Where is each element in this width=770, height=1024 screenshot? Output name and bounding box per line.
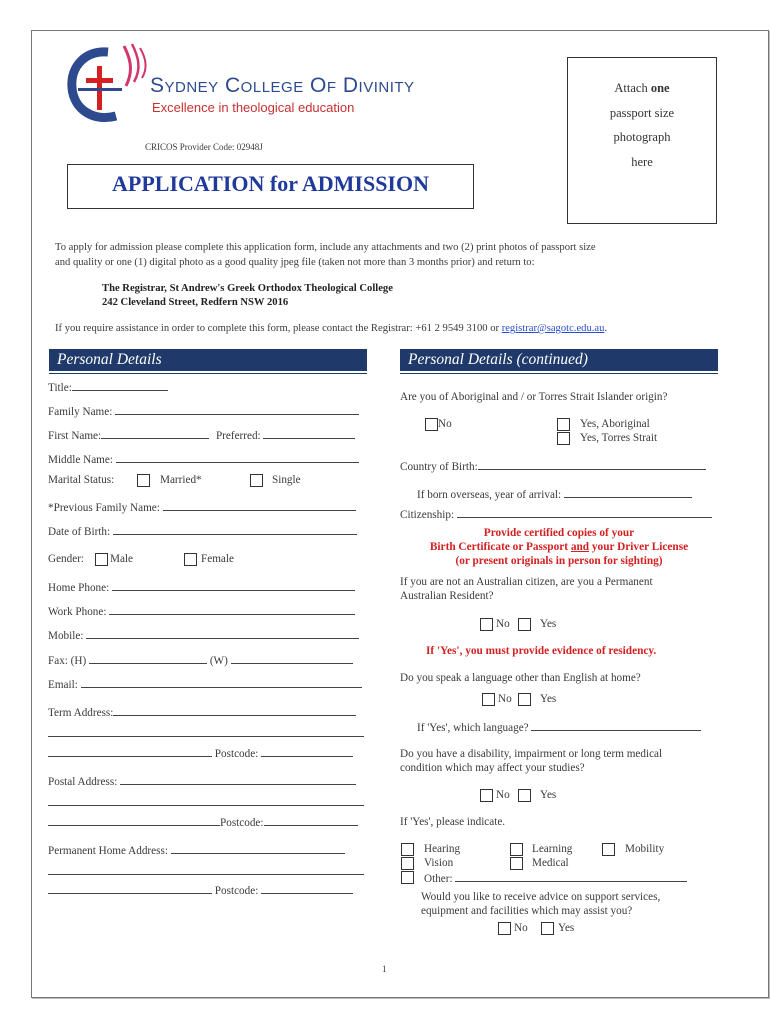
title-input[interactable] xyxy=(72,380,168,391)
other-field xyxy=(424,871,687,885)
resident-question-2: Australian Resident? xyxy=(400,590,494,602)
email-field xyxy=(48,677,362,691)
personal-details-header: Personal Details xyxy=(49,349,367,371)
which-language-field xyxy=(417,720,701,734)
certified-copies-note-1: Provide certified copies of your xyxy=(483,527,635,539)
citizenship-input[interactable] xyxy=(457,507,712,518)
resident-no-label: No xyxy=(496,618,510,630)
photo-one-text: one xyxy=(650,81,670,95)
male-checkbox[interactable] xyxy=(95,553,108,566)
term-postcode-row xyxy=(48,746,353,760)
married-label: Married* xyxy=(160,474,202,486)
female-checkbox[interactable] xyxy=(184,553,197,566)
permanent-address-input-2[interactable] xyxy=(48,874,364,875)
work-phone-field xyxy=(48,604,355,618)
aboriginal-yes-checkbox[interactable] xyxy=(557,418,570,431)
permanent-postcode-input[interactable] xyxy=(261,883,353,894)
resident-yes-label: Yes xyxy=(540,618,557,630)
home-phone-label: Home Phone: xyxy=(48,582,110,594)
family-name-input[interactable] xyxy=(115,404,359,415)
fax-field xyxy=(48,653,353,667)
other-label: Other: xyxy=(424,873,453,885)
certified-copies-documents: Birth Certificate or Passport xyxy=(429,541,569,553)
support-yes-checkbox[interactable] xyxy=(541,922,554,935)
medical-label: Medical xyxy=(532,857,569,869)
mobile-field xyxy=(48,628,359,642)
certified-copies-note-3: (or present originals in person for sighting) xyxy=(455,555,663,567)
disability-yes-checkbox[interactable] xyxy=(518,789,531,802)
disability-no-label: No xyxy=(496,789,510,801)
married-checkbox[interactable] xyxy=(137,474,150,487)
postal-address-field xyxy=(48,774,356,788)
term-address-label: Term Address: xyxy=(48,707,114,719)
dob-field xyxy=(48,524,357,538)
fax-home-label: Fax: (H) xyxy=(48,655,87,667)
term-postcode-input[interactable] xyxy=(261,746,353,757)
postal-address-input-1[interactable] xyxy=(120,774,356,785)
male-label: Male xyxy=(110,553,133,565)
female-label: Female xyxy=(201,553,234,565)
support-question-1: Would you like to receive advice on support services, xyxy=(421,891,661,903)
language-question: Do you speak a language other than English at home? xyxy=(400,672,641,684)
support-no-label: No xyxy=(514,922,528,934)
marital-status-label: Marital Status: xyxy=(48,474,115,486)
photo-box xyxy=(567,57,717,224)
permanent-address-input-3[interactable] xyxy=(48,883,212,894)
middle-name-field xyxy=(48,452,359,466)
other-checkbox[interactable] xyxy=(401,871,414,884)
dob-label: Date of Birth: xyxy=(48,526,111,538)
disability-no-checkbox[interactable] xyxy=(480,789,493,802)
single-label: Single xyxy=(272,474,301,486)
support-yes-label: Yes xyxy=(558,922,575,934)
permanent-address-input-1[interactable] xyxy=(171,843,345,854)
previous-family-name-field xyxy=(48,500,356,514)
country-of-birth-label: Country of Birth: xyxy=(400,461,478,473)
family-name-field xyxy=(48,404,359,418)
aboriginal-question: Are you of Aboriginal and / or Torres Strait Islander origin? xyxy=(400,391,668,403)
email-input[interactable] xyxy=(81,677,362,688)
torres-strait-yes-checkbox[interactable] xyxy=(557,432,570,445)
term-address-input-3[interactable] xyxy=(48,746,212,757)
disability-question-1: Do you have a disability, impairment or long term medical xyxy=(400,748,663,760)
mobility-label: Mobility xyxy=(625,843,665,855)
college-tagline: Excellence in theological education xyxy=(152,100,355,115)
fax-work-input[interactable] xyxy=(231,653,353,664)
college-emblem-icon xyxy=(64,40,154,124)
family-name-label: Family Name: xyxy=(48,406,113,418)
learning-checkbox[interactable] xyxy=(510,843,523,856)
first-name-input[interactable] xyxy=(101,428,209,439)
photo-size-text: passport size xyxy=(609,105,675,120)
middle-name-input[interactable] xyxy=(116,452,359,463)
resident-question-1: If you are not an Australian citizen, are you a Permanent xyxy=(400,576,653,588)
support-no-checkbox[interactable] xyxy=(498,922,511,935)
mobile-label: Mobile: xyxy=(48,630,84,642)
vision-label: Vision xyxy=(424,857,454,869)
medical-checkbox[interactable] xyxy=(510,857,523,870)
title-field xyxy=(48,380,168,394)
personal-details-header-rule xyxy=(49,373,367,374)
language-yes-label: Yes xyxy=(540,693,557,705)
middle-name-label: Middle Name: xyxy=(48,454,113,466)
intro-line-1: To apply for admission please complete this application form, include any attachments and two (2) print photos of passport size xyxy=(55,242,596,253)
photo-photograph-text: photograph xyxy=(613,130,671,144)
permanent-address-field xyxy=(48,843,345,857)
which-language-input[interactable] xyxy=(531,720,701,731)
registrar-address-2: 242 Cleveland Street, Redfern NSW 2016 xyxy=(102,297,289,308)
mobility-checkbox[interactable] xyxy=(602,843,615,856)
cricos-code: CRICOS Provider Code: 02948J xyxy=(145,142,263,152)
assistance-suffix: . xyxy=(604,323,608,334)
personal-details-continued-header-rule xyxy=(400,373,718,374)
preferred-name-input[interactable] xyxy=(263,428,355,439)
previous-family-name-input[interactable] xyxy=(163,500,356,511)
other-input[interactable] xyxy=(455,871,687,882)
support-question-2: equipment and facilities which may assist you? xyxy=(421,905,633,917)
arrival-year-label: If born overseas, year of arrival: xyxy=(417,489,562,501)
title-label: Title: xyxy=(48,382,72,394)
permanent-address-label: Permanent Home Address: xyxy=(48,845,168,857)
first-name-label: First Name: xyxy=(48,430,102,442)
country-of-birth-field xyxy=(400,459,706,473)
postal-address-input-3[interactable] xyxy=(48,815,220,826)
hearing-checkbox[interactable] xyxy=(401,843,414,856)
work-phone-input[interactable] xyxy=(109,604,355,615)
vision-checkbox[interactable] xyxy=(401,857,414,870)
hearing-label: Hearing xyxy=(424,843,461,855)
arrival-year-field xyxy=(417,487,692,501)
previous-family-name-label: *Previous Family Name: xyxy=(48,502,160,514)
fax-home-input[interactable] xyxy=(89,653,207,664)
preferred-name-label: Preferred: xyxy=(215,430,261,442)
which-language-label: If 'Yes', which language? xyxy=(417,722,529,734)
certified-copies-note-2 xyxy=(400,541,718,553)
first-name-field xyxy=(48,428,355,442)
dob-input[interactable] xyxy=(113,524,357,535)
photo-here-text: here xyxy=(631,154,653,169)
country-of-birth-input[interactable] xyxy=(478,459,706,470)
mobile-input[interactable] xyxy=(86,628,359,639)
term-address-field xyxy=(48,705,356,719)
postal-postcode-row xyxy=(48,815,358,829)
work-phone-label: Work Phone: xyxy=(48,606,107,618)
home-phone-input[interactable] xyxy=(112,580,355,591)
single-checkbox[interactable] xyxy=(250,474,263,487)
registrar-address-1: The Registrar, St Andrew's Greek Orthodox Theological College xyxy=(102,283,393,294)
aboriginal-no-label: No xyxy=(438,418,452,430)
torres-strait-yes-label: Yes, Torres Strait xyxy=(580,432,658,444)
gender-label: Gender: xyxy=(48,553,85,565)
aboriginal-yes-label: Yes, Aboriginal xyxy=(580,418,650,430)
language-yes-checkbox[interactable] xyxy=(518,693,531,706)
language-no-label: No xyxy=(498,693,512,705)
resident-no-checkbox[interactable] xyxy=(480,618,493,631)
disability-question-2: condition which may affect your studies? xyxy=(400,762,585,774)
postal-postcode-label: Postcode: xyxy=(220,817,264,829)
citizenship-label: Citizenship: xyxy=(400,509,455,521)
application-title-box xyxy=(67,164,474,209)
email-label: Email: xyxy=(48,679,78,691)
postal-address-label: Postal Address: xyxy=(48,776,118,788)
intro-line-2: and quality or one (1) digital photo as a good quality jpeg file (taken not more than 3 months prior) and return to: xyxy=(55,257,535,268)
permanent-postcode-label: Postcode: xyxy=(214,885,259,897)
language-no-checkbox[interactable] xyxy=(482,693,495,706)
aboriginal-no-checkbox[interactable] xyxy=(425,418,438,431)
residency-evidence-note: If 'Yes', you must provide evidence of residency. xyxy=(426,645,657,657)
term-address-input-1[interactable] xyxy=(113,705,356,716)
photo-attach-text: Attach xyxy=(614,81,648,95)
fax-work-label: (W) xyxy=(209,655,228,667)
page-title: APPLICATION for ADMISSION xyxy=(112,171,429,196)
certified-copies-license: your Driver License xyxy=(591,541,689,553)
home-phone-field xyxy=(48,580,355,594)
term-postcode-label: Postcode: xyxy=(214,748,259,760)
disability-yes-label: Yes xyxy=(540,789,557,801)
postal-address-input-2[interactable] xyxy=(48,805,364,806)
term-address-input-2[interactable] xyxy=(48,736,364,737)
college-name: Sydney College Of Divinity xyxy=(150,74,415,97)
assistance-prefix: If you require assistance in order to complete this form, please contact the Registrar: +61 2 9549 3100 or xyxy=(55,323,500,334)
learning-label: Learning xyxy=(532,843,573,855)
permanent-postcode-row xyxy=(48,883,353,897)
arrival-year-input[interactable] xyxy=(564,487,692,498)
certified-copies-and: and xyxy=(570,541,590,553)
citizenship-field xyxy=(400,507,712,521)
registrar-email-link[interactable]: registrar@sagotc.edu.au xyxy=(501,323,605,334)
college-logo xyxy=(64,40,154,124)
postal-postcode-input[interactable] xyxy=(264,815,358,826)
resident-yes-checkbox[interactable] xyxy=(518,618,531,631)
assistance-text xyxy=(55,323,607,334)
page-number: 1 xyxy=(382,964,387,974)
indicate-label: If 'Yes', please indicate. xyxy=(400,816,506,828)
personal-details-continued-header: Personal Details (continued) xyxy=(400,349,718,371)
